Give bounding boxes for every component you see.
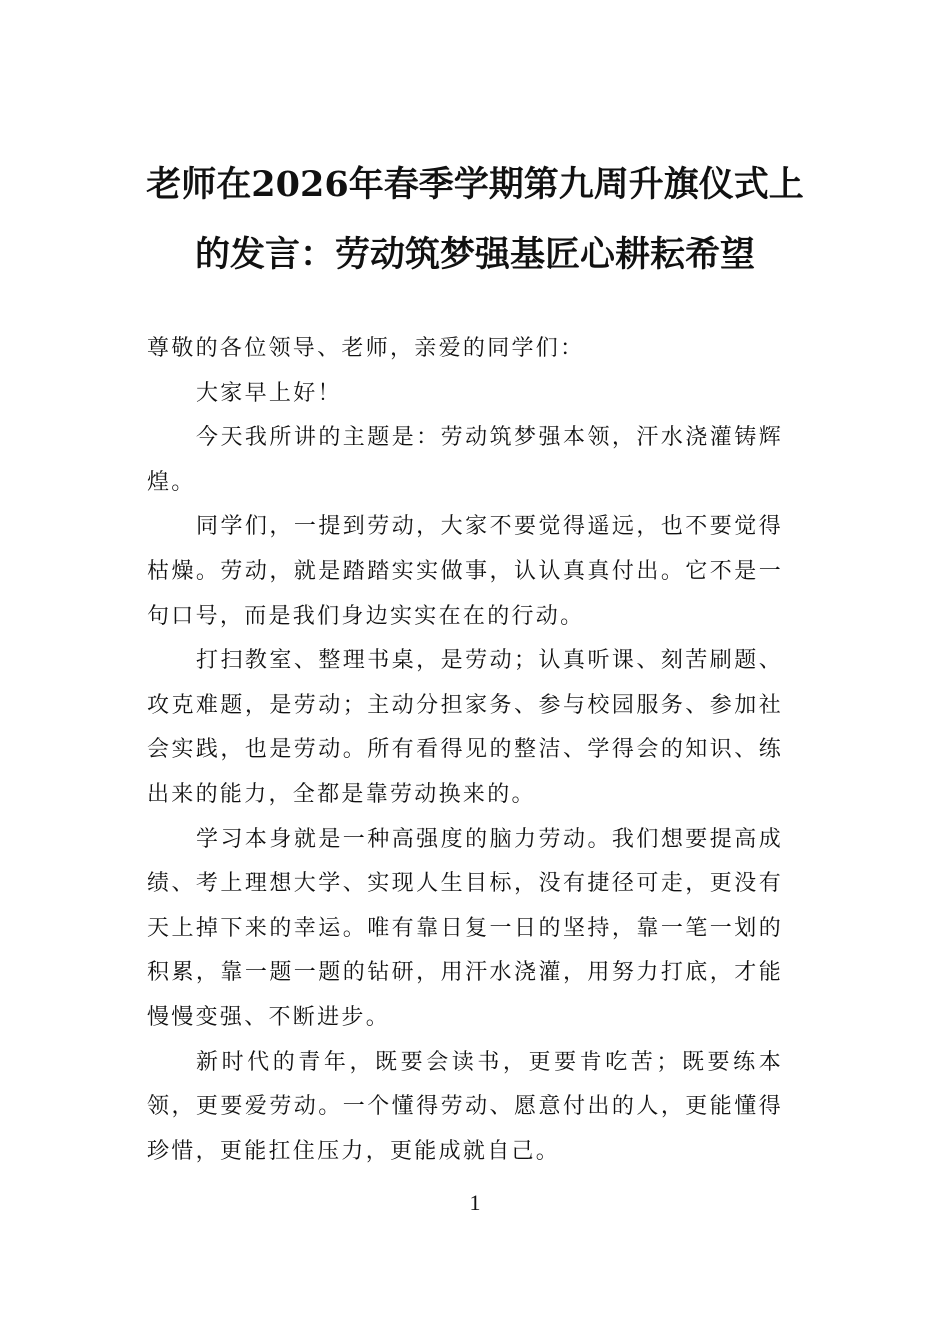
paragraph-theme: 今天我所讲的主题是：劳动筑梦强本领，汗水浇灌铸辉煌。 (147, 425, 783, 495)
page-number: 1 (469, 1190, 481, 1215)
paragraph-new-era-youth: 新时代的青年，既要会读书，更要肯吃苦；既要练本领，更要爱劳动。一个懂得劳动、愿意付出的人，更能懂得珍惜，更能扛住压力，更能成就自己。 (147, 1049, 783, 1164)
title-line-2: 的发言：劳动筑梦强基匠心耕耘希望 (194, 234, 755, 275)
document-title (120, 150, 830, 290)
title-line-1: 老师在2026年春季学期第九周升旗仪式上 (146, 164, 804, 205)
paragraph-labor-meaning: 同学们，一提到劳动，大家不要觉得遥远，也不要觉得枯燥。劳动，就是踏踏实实做事，认认真真付出。它不是一句口号，而是我们身边实实在在的行动。 (147, 514, 783, 629)
salutation: 尊敬的各位领导、老师，亲爱的同学们： (147, 336, 585, 361)
paragraph-greeting: 大家早上好！ (196, 380, 342, 406)
paragraph-labor-examples: 打扫教室、整理书桌，是劳动；认真听课、刻苦刷题、攻克难题，是劳动；主动分担家务、参与校园服务、参加社会实践，也是劳动。所有看得见的整洁、学得会的知识、练出来的能力，全都是靠劳动换来的。 (147, 648, 783, 807)
paragraph-study-as-labor: 学习本身就是一种高强度的脑力劳动。我们想要提高成绩、考上理想大学、实现人生目标，没有捷径可走，更没有天上掉下来的幸运。唯有靠日复一日的坚持，靠一笔一划的积累，靠一题一题的钻研，用汗水浇灌，用努力打底，才能慢慢变强、不断进步。 (147, 826, 783, 1030)
document-body (147, 327, 783, 1174)
